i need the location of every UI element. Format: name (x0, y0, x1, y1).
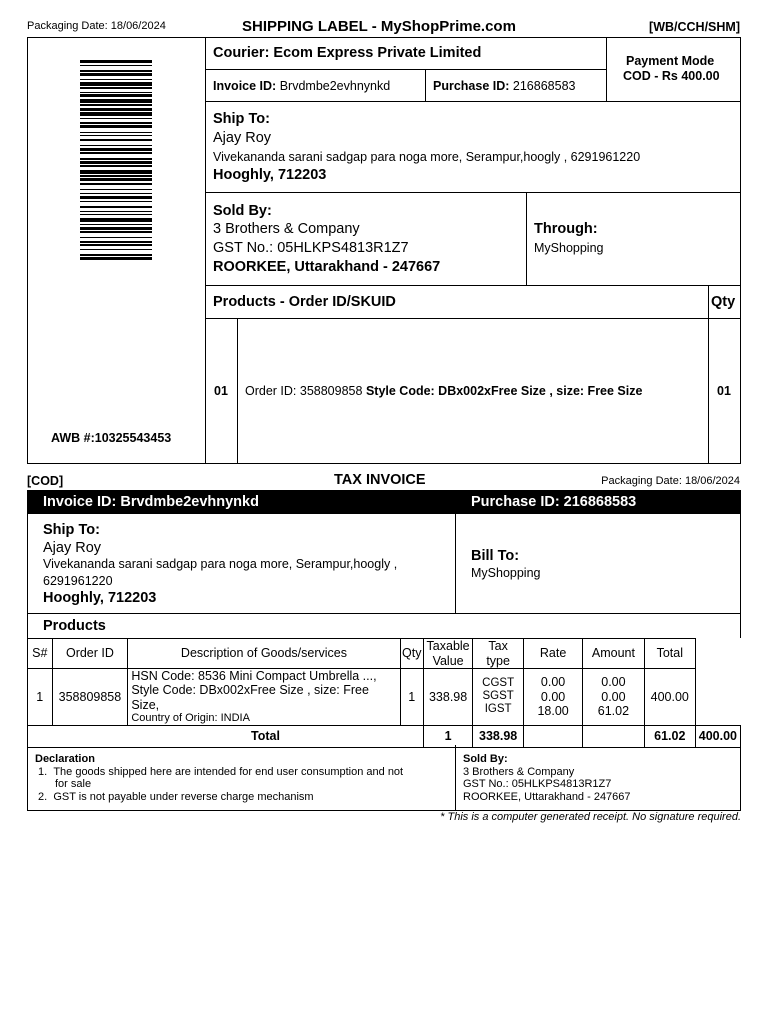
barcode-bar (80, 241, 152, 243)
awb-number: AWB #:10325543453 (51, 431, 172, 445)
products-heading: Products - Order ID/SKUID (213, 294, 396, 310)
invoice-title: TAX INVOICE (334, 472, 426, 488)
barcode-bar (80, 249, 152, 250)
declaration-item: 2. GST is not payable under reverse charge mechanism (38, 791, 314, 803)
declaration-item-cont: for sale (55, 778, 92, 790)
item-qty: 1 (400, 669, 423, 726)
barcode-bar (80, 170, 152, 174)
route-code: [WB/CCH/SHM] (649, 20, 740, 34)
through-heading: Through: (534, 221, 598, 237)
item-taxable: 338.98 (423, 669, 472, 726)
item-tax-types: CGST SGST IGST (473, 669, 524, 726)
barcode-bar (80, 227, 152, 230)
barcode-bar (80, 237, 152, 238)
item-desc (128, 669, 400, 726)
items-table (27, 638, 741, 748)
totals-label-cell: Total (28, 725, 424, 747)
invoice-ship-to-name: Ajay Roy (43, 540, 102, 556)
barcode-bar (80, 125, 152, 128)
item-amounts: 0.00 0.00 61.02 (583, 669, 645, 726)
barcode-bar (80, 65, 152, 66)
totals-qty: 1 (423, 725, 472, 747)
product-row-qty: 01 (717, 384, 731, 398)
item-order-id: 358809858 (52, 669, 128, 726)
col-tax-type: Tax type (473, 639, 524, 669)
items-header-row (28, 639, 741, 669)
products-section (27, 613, 741, 638)
col-taxable: Taxable Value (423, 639, 472, 669)
barcode-bar (80, 87, 152, 89)
col-sno: S# (28, 639, 53, 669)
barcode-bar (80, 214, 152, 215)
awb-barcode (80, 60, 152, 407)
col-qty: Qty (400, 639, 423, 669)
barcode-bar (80, 139, 152, 141)
ship-to-city: Hooghly, 712203 (213, 167, 327, 183)
barcode-bar (80, 135, 152, 136)
sold-by-heading: Sold By: (213, 203, 272, 219)
label-title: SHIPPING LABEL - MyShopPrime.com (242, 18, 516, 35)
bill-to-heading: Bill To: (471, 548, 520, 564)
invoice-sold-by-name: 3 Brothers & Company (463, 766, 575, 778)
barcode-bar (80, 231, 152, 233)
payment-mode-value: COD - Rs 400.00 (623, 69, 720, 83)
barcode-bar (80, 178, 152, 181)
sold-by-gst: GST No.: 05HLKPS4813R1Z7 (213, 240, 409, 256)
sold-by-name: 3 Brothers & Company (213, 221, 360, 237)
barcode-bar (80, 60, 152, 63)
bill-to-value: MyShopping (471, 566, 541, 580)
barcode-bar (80, 148, 152, 151)
label-invoice-id: Invoice ID: Brvdmbe2evhnynkd (213, 79, 391, 93)
label-purchase-id: Purchase ID: 216868583 (433, 79, 576, 93)
product-row-index: 01 (214, 384, 228, 398)
label-packaging-date: Packaging Date: 18/06/2024 (27, 20, 166, 32)
totals-amount: 61.02 (644, 725, 695, 747)
totals-tax-type (524, 725, 583, 747)
invoice-sold-by-heading: Sold By: (463, 753, 508, 765)
totals-rate (583, 725, 645, 747)
item-total: 400.00 (644, 669, 695, 726)
barcode-bar (80, 79, 152, 80)
totals-total: 400.00 (695, 725, 740, 747)
payment-mode-label: Payment Mode (626, 54, 715, 68)
product-row-desc: Order ID: 358809858 Style Code: DBx002xFree Size , size: Free Size (245, 384, 643, 398)
col-order-id: Order ID (52, 639, 128, 669)
barcode-bar (80, 218, 152, 222)
col-rate: Rate (524, 639, 583, 669)
barcode-bar (80, 70, 152, 72)
table-row (28, 669, 741, 726)
footer-note: * This is a computer generated receipt. No signature required. (440, 811, 741, 823)
qty-heading: Qty (711, 294, 736, 310)
invoice-id: Invoice ID: Brvdmbe2evhnynkd (43, 494, 259, 510)
barcode-bar (80, 224, 152, 225)
barcode-bar (80, 94, 152, 97)
item-desc-line: Style Code: DBx002xFree Size , size: Free Size, (131, 683, 369, 712)
ship-to-name: Ajay Roy (213, 130, 272, 146)
invoice-sold-by-city: ROORKEE, Uttarakhand - 247667 (463, 791, 631, 803)
item-desc-line: HSN Code: 8536 Mini Compact Umbrella ..., (131, 669, 377, 683)
item-origin: Country of Origin: INDIA (131, 712, 250, 725)
barcode-bar (80, 201, 152, 202)
barcode-bar (80, 82, 152, 86)
sold-by-city: ROORKEE, Uttarakhand - 247667 (213, 259, 441, 275)
invoice-products-heading: Products (43, 618, 106, 634)
barcode-bar (80, 145, 152, 146)
barcode-bar (80, 211, 152, 212)
barcode-bar (80, 122, 152, 124)
invoice-purchase-id: Purchase ID: 216868583 (471, 494, 637, 510)
courier-name: Courier: Ecom Express Private Limited (213, 45, 482, 61)
col-amount: Amount (583, 639, 645, 669)
barcode-bar (80, 244, 152, 246)
barcode-bar (80, 118, 152, 119)
barcode-bar (80, 92, 152, 93)
invoice-ship-to-address-2: 6291961220 (43, 574, 113, 588)
barcode-bar (80, 104, 152, 106)
barcode-bar (80, 161, 152, 164)
invoice-packaging-date: Packaging Date: 18/06/2024 (601, 475, 740, 487)
declaration-item: 1. The goods shipped here are intended for end user consumption and not (38, 766, 404, 778)
invoice-ship-to-address-1: Vivekananda sarani sadgap para noga more, Serampur,hoogly , (43, 557, 398, 571)
item-rates: 0.00 0.00 18.00 (524, 669, 583, 726)
invoice-ship-to-city: Hooghly, 712203 (43, 590, 157, 606)
barcode-bar (80, 152, 152, 154)
barcode-bar (80, 175, 152, 177)
totals-row (28, 725, 741, 747)
invoice-ship-to-heading: Ship To: (43, 522, 100, 538)
barcode-bar (80, 158, 152, 160)
col-total: Total (644, 639, 695, 669)
barcode-bar (80, 206, 152, 208)
barcode-bar (80, 73, 152, 76)
barcode-bar (80, 257, 152, 260)
totals-taxable: 338.98 (473, 725, 524, 747)
barcode-bar (80, 193, 152, 194)
item-sno: 1 (28, 669, 53, 726)
declaration-heading: Declaration (35, 753, 95, 765)
barcode-bar (80, 183, 152, 185)
barcode-bar (80, 196, 152, 199)
barcode-bar (80, 99, 152, 103)
cod-tag: [COD] (27, 474, 64, 488)
barcode-bar (80, 254, 152, 256)
barcode-bar (80, 108, 152, 111)
barcode-bar (80, 189, 152, 190)
barcode-bar (80, 165, 152, 167)
ship-to-heading: Ship To: (213, 111, 270, 127)
barcode-bar (80, 112, 152, 116)
barcode-bar (80, 132, 152, 133)
through-value: MyShopping (534, 241, 604, 255)
ship-to-address: Vivekananda sarani sadgap para noga more, Serampur,hoogly , 6291961220 (213, 150, 641, 164)
col-desc: Description of Goods/services (128, 639, 400, 669)
invoice-sold-by-gst: GST No.: 05HLKPS4813R1Z7 (463, 778, 612, 790)
